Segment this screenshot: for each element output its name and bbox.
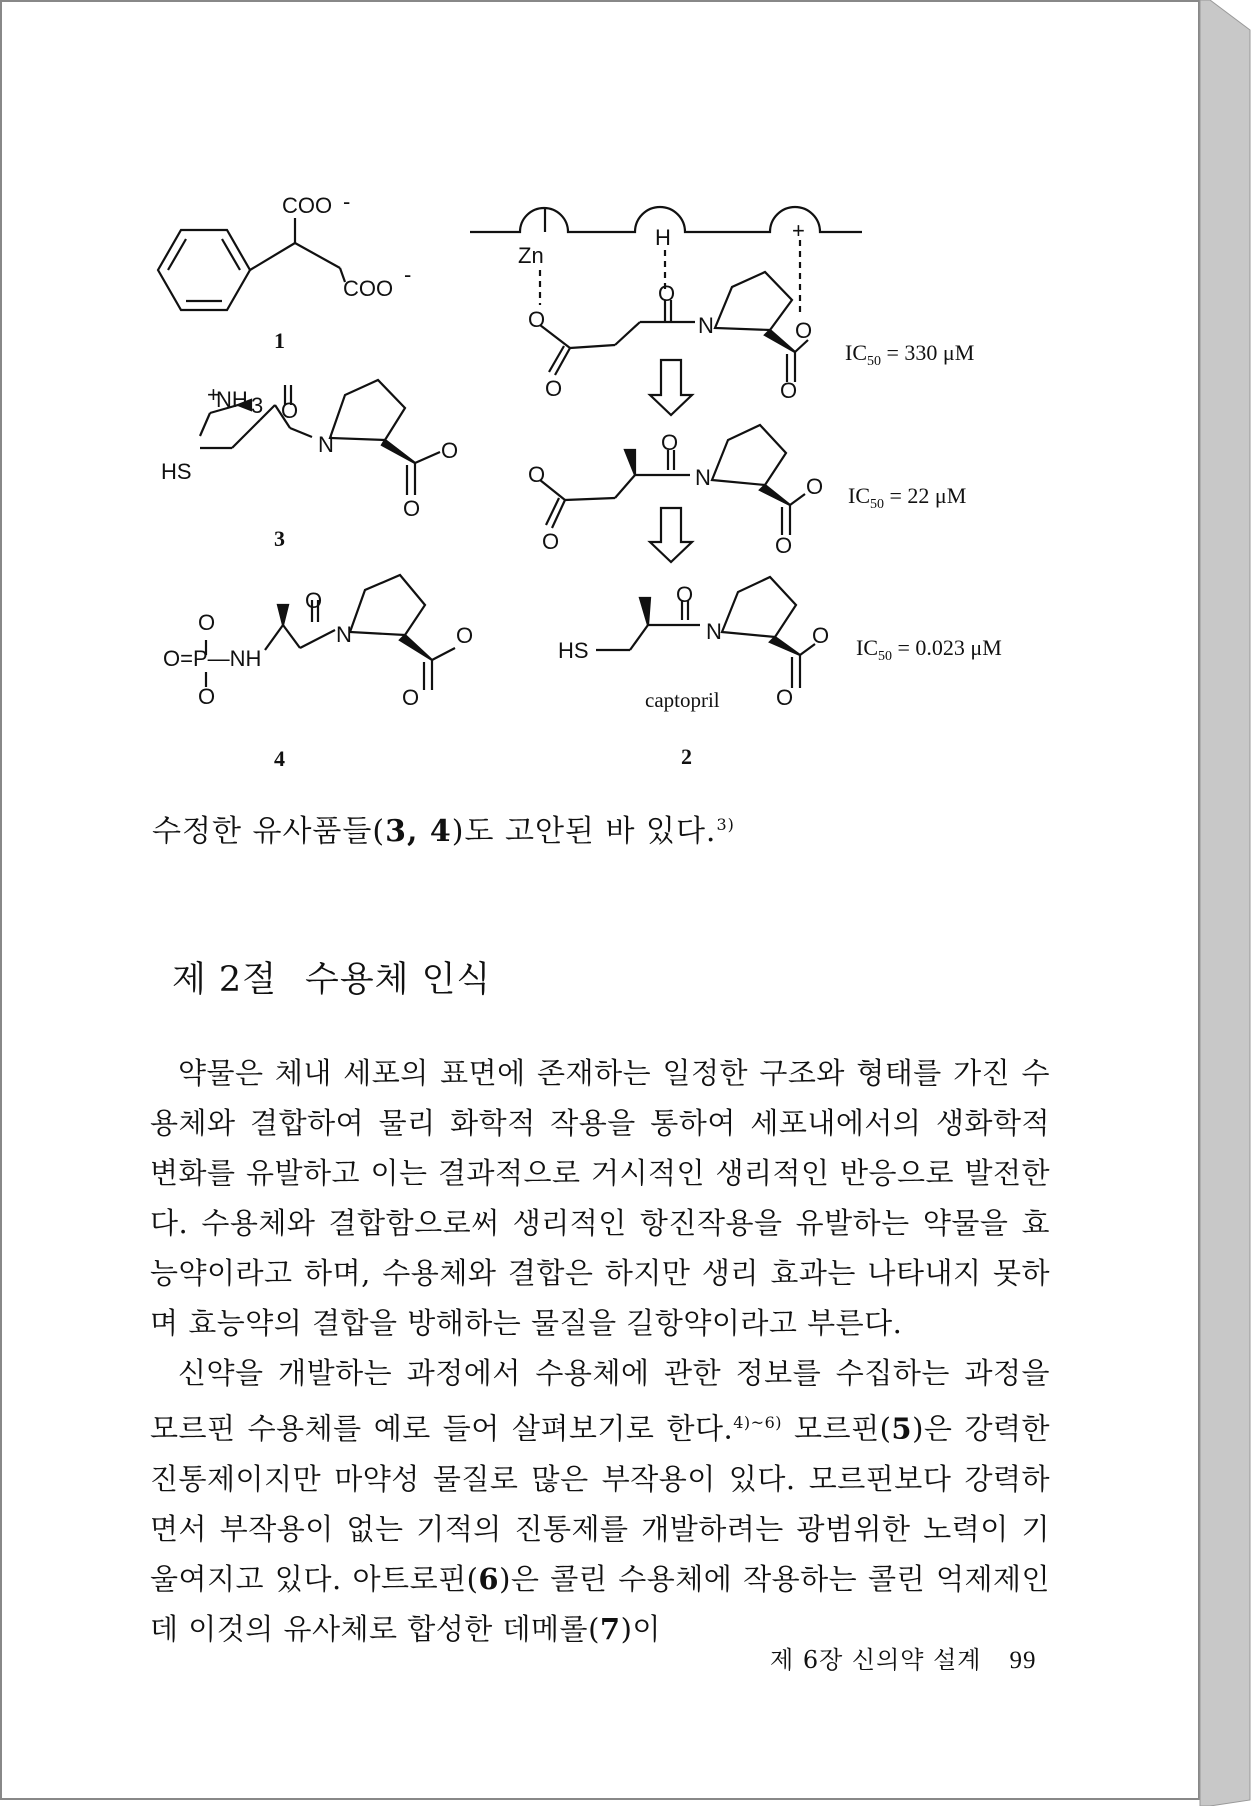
svg-text:O: O bbox=[402, 685, 420, 710]
svg-text:O: O bbox=[528, 307, 546, 332]
svg-text:3: 3 bbox=[251, 393, 264, 418]
svg-text:N: N bbox=[336, 622, 352, 647]
captopril-label: captopril bbox=[645, 688, 720, 712]
svg-text:O: O bbox=[661, 430, 679, 455]
section-title-text: 수용체 인식 bbox=[305, 960, 492, 1000]
svg-text:O: O bbox=[542, 529, 560, 554]
arrow-down-1 bbox=[650, 360, 692, 415]
section-heading bbox=[172, 952, 491, 1002]
svg-text:N: N bbox=[695, 465, 711, 490]
paragraph-2: 신약을 개발하는 과정에서 수용체에 관한 정보를 수집하는 과정을 모르핀 수용체를 예로 들어 살펴보기로 한다.$^{4)\sim 6)}$ 모르핀(5)은 강력한 진통제이지만 마약성 물질로 많은 부작용이 있다. 모르핀보다 강력하면서 부작용이 없는 기적의 진통제를 개발하려는 광범위한 노력이 기울여지고 있다. 아트로핀(6)은 콜린 수용체에 작용하는 콜린 억제제인데 이것의 유사체로 합성한 데메롤(7)이 bbox=[150, 1356, 1051, 1646]
svg-text:+: + bbox=[207, 382, 220, 407]
svg-text:O: O bbox=[795, 318, 813, 343]
reference-4-6: 4)~6) bbox=[733, 1413, 782, 1432]
svg-text:-: - bbox=[343, 189, 351, 214]
compound-4-structure bbox=[206, 575, 455, 690]
cation-label: + bbox=[792, 218, 805, 243]
phosphonamide-label: O=P—NH bbox=[163, 646, 262, 671]
ic50-22: $IC_{50} = 22$ μM bbox=[848, 483, 967, 512]
coo-bottom-label: COO bbox=[343, 276, 394, 301]
section-number: 제 2절 bbox=[172, 960, 278, 1000]
chapter-title: 제 6장 신의약 설계 bbox=[770, 1646, 982, 1674]
svg-text:-: - bbox=[404, 262, 412, 287]
svg-text:O: O bbox=[780, 378, 798, 403]
compound-number-4: 4 bbox=[274, 746, 285, 771]
compound-number-2: 2 bbox=[681, 744, 692, 769]
hs-label-captopril: HS bbox=[558, 638, 589, 663]
hydrogen-label: H bbox=[655, 225, 671, 250]
paragraph-1: 약물은 체내 세포의 표면에 존재하는 일정한 구조와 형태를 가진 수용체와 결합하여 물리 화학적 작용을 통하여 세포내에서의 생화학적 변화를 유발하고 이는 결과적으로 거시적인 생리적인 반응으로 발전한다. 수용체와 결합함으로써 생리적인 항진작용을 유발하는 약물을 효능약이라고 하며, 수용체와 결합은 하지만 생리 효과는 나타내지 못하며 효능약의 결합을 방해하는 물질을 길항약이라고 부른다. bbox=[150, 1056, 1050, 1340]
svg-text:O: O bbox=[281, 398, 299, 423]
svg-text:O: O bbox=[812, 623, 830, 648]
svg-text:O: O bbox=[441, 438, 459, 463]
svg-text:N: N bbox=[698, 313, 714, 338]
compound-number-1: 1 bbox=[274, 328, 285, 353]
svg-text:O: O bbox=[198, 610, 216, 635]
arrow-down-2 bbox=[650, 508, 692, 562]
svg-text:O: O bbox=[776, 685, 794, 710]
hs-label-3: HS bbox=[161, 459, 192, 484]
svg-text:O: O bbox=[198, 684, 216, 709]
body-text bbox=[150, 1048, 1050, 1654]
page-number: 99 bbox=[1009, 1647, 1037, 1674]
svg-text:O: O bbox=[775, 533, 793, 558]
svg-text:O: O bbox=[403, 496, 421, 521]
svg-text:O: O bbox=[545, 376, 563, 401]
svg-text:O: O bbox=[658, 281, 676, 306]
page-edge bbox=[1198, 0, 1253, 1806]
coo-top-label: COO bbox=[282, 193, 333, 218]
svg-text:O: O bbox=[305, 588, 323, 613]
compound-1-structure bbox=[158, 218, 345, 310]
svg-text:O: O bbox=[806, 474, 824, 499]
compound-number-3: 3 bbox=[274, 526, 285, 551]
svg-text:N: N bbox=[318, 432, 334, 457]
page-footer bbox=[770, 1640, 1036, 1675]
svg-text:O: O bbox=[456, 623, 474, 648]
zinc-label: Zn bbox=[518, 243, 544, 268]
ic50-0023: $IC_{50} = 0.023$ μM bbox=[856, 635, 1002, 664]
chemical-structures-figure bbox=[0, 0, 1200, 780]
svg-text:N: N bbox=[706, 619, 722, 644]
svg-text:O: O bbox=[528, 462, 546, 487]
reference-3: 3) bbox=[716, 815, 735, 834]
nh3-label: NH bbox=[216, 387, 248, 412]
svg-text:O: O bbox=[676, 582, 694, 607]
ic50-330: $IC_{50} = 330$ μM bbox=[845, 340, 975, 369]
figure-caption-line: 수정한 유사품들(3, 4)도 고안된 바 있다.$^{3)}$ bbox=[152, 814, 735, 849]
